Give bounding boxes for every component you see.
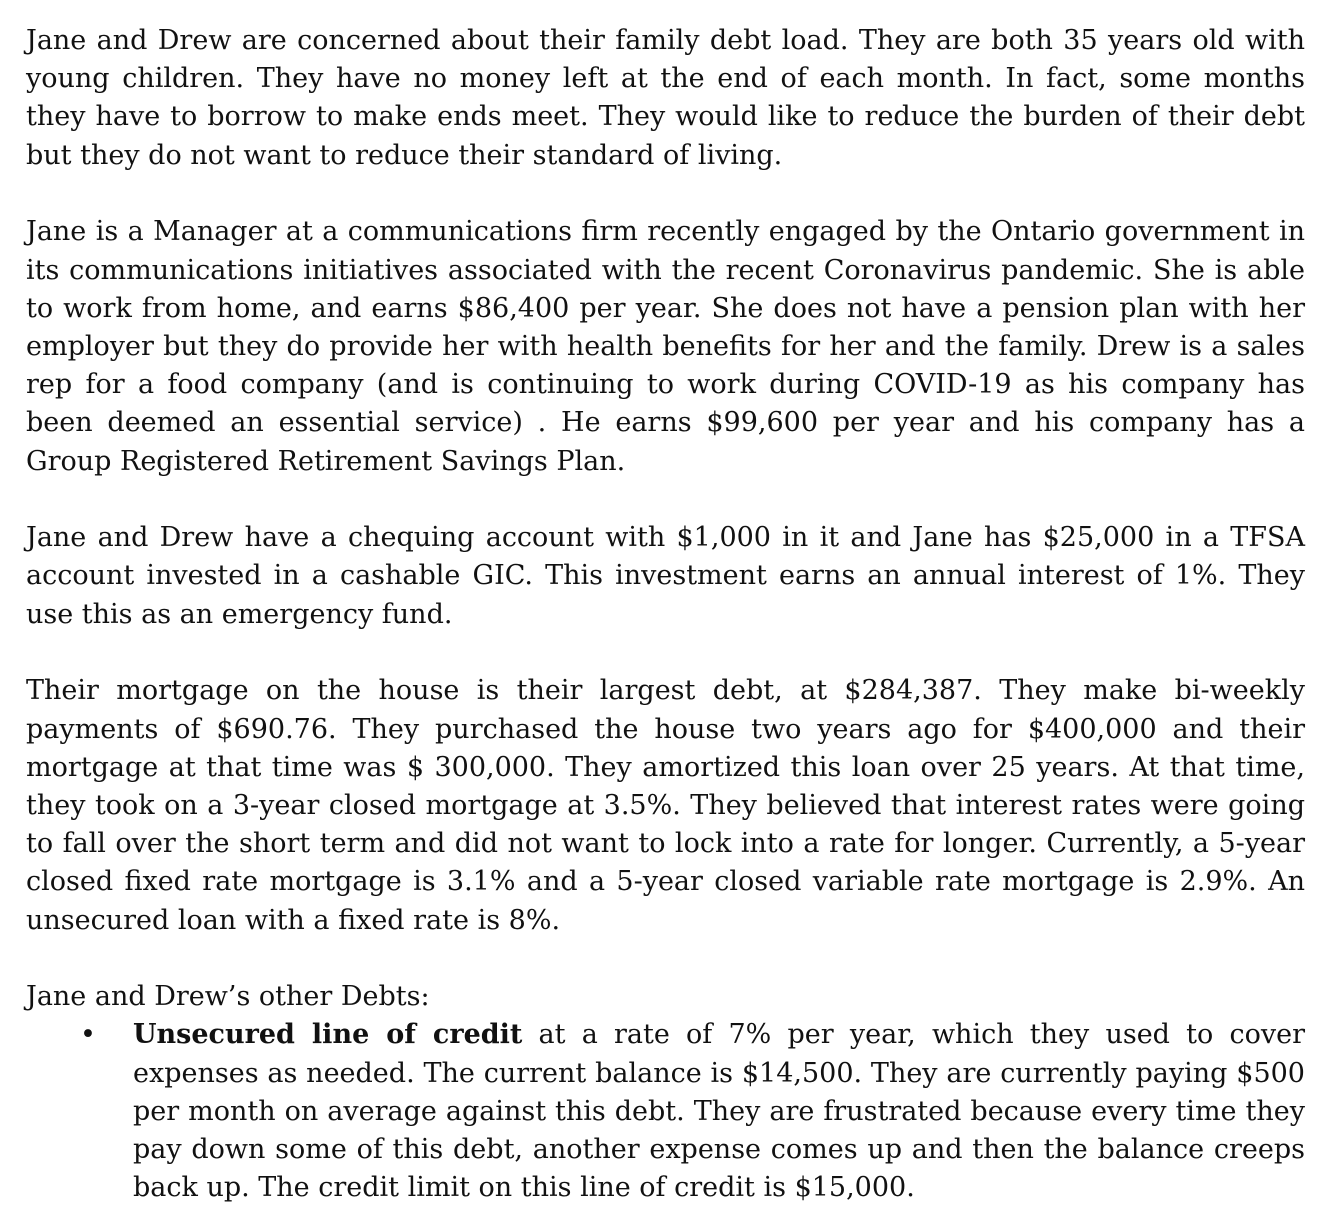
debt-term: Unsecured line of credit <box>133 1019 523 1051</box>
debt-description: at a rate of 7% per year, which they used to cover expenses as needed. The current balance is $14,500. They are currently paying $500 per month on average against this debt. They are frustrated because every time they pay down some of this debt, another expense comes up and then the balance creeps back up. The credit limit on this line of credit is $15,000. <box>133 1019 1305 1204</box>
other-debts-heading: Jane and Drew’s other Debts: <box>26 981 430 1013</box>
paragraph-employment: Jane is a Manager at a communications firm recently engaged by the Ontario government in its communications initiatives associated with the recent Coronavirus pandemic. She is able to work from home, and earns $86,400 per year. She does not have a pension plan with her employer but they do provide her with health benefits for her and the family. Drew is a sales rep for a food company (and is continuing to work during COVID-19 as his company has been deemed an essential service) . He earns $99,600 per year and his company has a Group Registered Retirement Savings Plan. <box>26 216 1305 477</box>
document-body <box>26 22 1305 1207</box>
paragraph-savings: Jane and Drew have a chequing account with $1,000 in it and Jane has $25,000 in a TFSA account invested in a cashable GIC. This investment earns an annual interest of 1%. They use this as an emergency fund. <box>26 522 1305 630</box>
bullet-icon: • <box>80 1019 96 1051</box>
list-item <box>26 1016 1305 1207</box>
other-debts-list <box>26 1016 1305 1207</box>
paragraph-family-situation: Jane and Drew are concerned about their family debt load. They are both 35 years old with young children. They have no money left at the end of each month. In fact, some months they have to borrow to make ends meet. They would like to reduce the burden of their debt but they do not want to reduce their standard of living. <box>26 25 1305 171</box>
paragraph-mortgage: Their mortgage on the house is their largest debt, at $284,387. They make bi-weekly payments of $690.76. They purchased the house two years ago for $400,000 and their mortgage at that time was $ 300,000. They amortized this loan over 25 years. At that time, they took on a 3-year closed mortgage at 3.5%. They believed that interest rates were going to fall over the short term and did not want to lock into a rate for longer. Currently, a 5-year closed fixed rate mortgage is 3.1% and a 5-year closed variable rate mortgage is 2.9%. An unsecured loan with a fixed rate is 8%. <box>26 675 1305 936</box>
